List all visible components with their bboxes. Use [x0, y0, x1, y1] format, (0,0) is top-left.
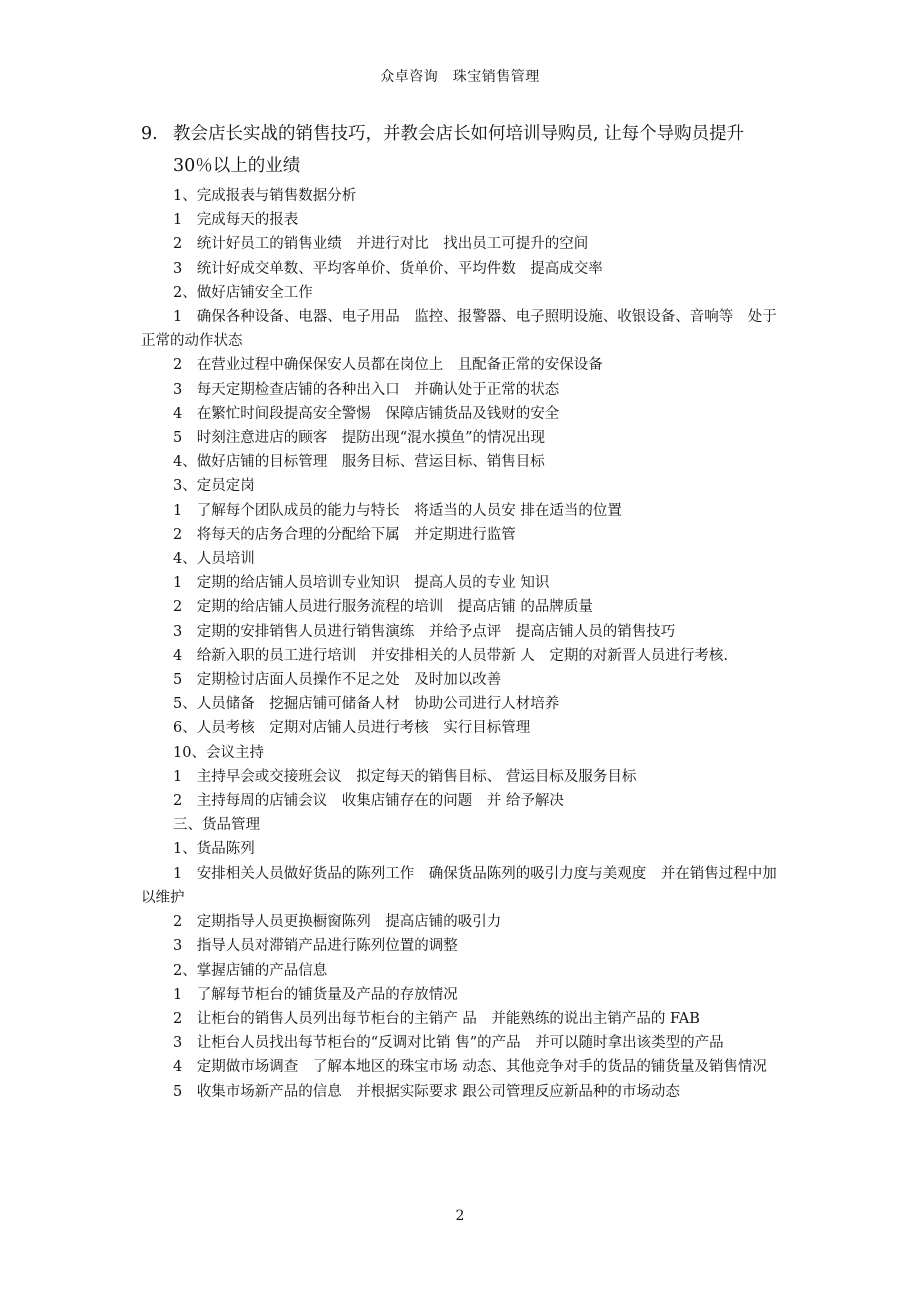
- list-item: 5 收集市场新产品的信息 并根据实际要求 跟公司管理反应新品种的市场动态: [173, 1083, 680, 1100]
- list-item: 2 统计好员工的销售业绩 并进行对比 找出员工可提升的空间: [173, 236, 589, 253]
- list-item: 3 定期的安排销售人员进行销售演练 并给予点评 提高店铺人员的销售技巧: [173, 623, 676, 640]
- list-item: 4、人员培训: [173, 551, 255, 568]
- list-item: 1 确保各种设备、电器、电子用品 监控、报警器、电子照明设施、收银设备、音响等 处于正常的动作状态: [141, 309, 777, 350]
- list-item: 3、定员定岗: [173, 478, 255, 495]
- list-item: 1 完成每天的报表: [173, 212, 299, 229]
- section-title: [141, 118, 791, 182]
- list-item: 2 定期的给店铺人员进行服务流程的培训 提高店铺 的品牌质量: [173, 599, 593, 616]
- list-item: 2 主持每周的店铺会议 收集店铺存在的问题 并 给予解决: [173, 793, 564, 810]
- list-item: 4 在繁忙时间段提高安全警惕 保障店铺货品及钱财的安全: [173, 405, 560, 422]
- list-item: 1 主持早会或交接班会议 拟定每天的销售目标、 营运目标及服务目标: [173, 768, 637, 785]
- document-body: [141, 184, 786, 1104]
- list-item: 2 将每天的店务合理的分配给下属 并定期进行监管: [173, 526, 516, 543]
- section-number: 9.: [141, 124, 158, 144]
- list-item: 1 安排相关人员做好货品的陈列工作 确保货品陈列的吸引力度与美观度 并在销售过程中加以维护: [141, 865, 777, 906]
- list-item: 1、完成报表与销售数据分析: [173, 188, 357, 204]
- list-item: 2、掌握店铺的产品信息: [173, 962, 328, 979]
- list-item: 2 在营业过程中确保保安人员都在岗位上 且配备正常的安保设备: [173, 357, 603, 374]
- list-item: 4、做好店铺的目标管理 服务目标、营运目标、销售目标: [173, 454, 545, 471]
- list-item: 1 了解每节柜台的铺货量及产品的存放情况: [173, 986, 458, 1003]
- list-item: 1 了解每个团队成员的能力与特长 将适当的人员安 排在适当的位置: [173, 502, 622, 519]
- list-item: 三、货品管理: [173, 817, 260, 834]
- list-item: 5 定期检讨店面人员操作不足之处 及时加以改善: [173, 672, 502, 689]
- page-header: 众卓咨询 珠宝销售管理: [380, 69, 540, 85]
- list-item: 2、做好店铺安全工作: [173, 284, 313, 301]
- list-item: 6、人员考核 定期对店铺人员进行考核 实行目标管理: [173, 720, 531, 737]
- list-item: 2 让柜台的销售人员列出每节柜台的主销产 品 并能熟练的说出主销产品的 FAB: [173, 1010, 700, 1027]
- list-item: 4 给新入职的员工进行培训 并安排相关的人员带新 人 定期的对新晋人员进行考核.: [173, 647, 728, 664]
- list-item: 3 统计好成交单数、平均客单价、货单价、平均件数 提高成交率: [173, 260, 603, 277]
- list-item: 3 让柜台人员找出每节柜台的“反调对比销 售”的产品 并可以随时拿出该类型的产品: [173, 1035, 724, 1052]
- list-item: 3 指导人员对滞销产品进行陈列位置的调整: [173, 938, 458, 955]
- list-item: 1、货品陈列: [173, 841, 255, 858]
- list-item: 4 定期做市场调查 了解本地区的珠宝市场 动态、其他竞争对手的货品的铺货量及销售情况: [173, 1059, 767, 1076]
- list-item: 10、会议主持: [173, 744, 264, 761]
- list-item: 3 每天定期检查店铺的各种出入口 并确认处于正常的状态: [173, 381, 560, 398]
- section-title-line1: [141, 118, 791, 150]
- section-title-text: 教会店长实战的销售技巧，并教会店长如何培训导购员, 让每个导购员提升: [173, 124, 745, 144]
- list-item: 5 时刻注意进店的顾客 提防出现“混水摸鱼”的情况出现: [173, 430, 546, 447]
- section-title-line2: 30％以上的业绩: [173, 156, 301, 176]
- list-item: 5、人员储备 挖掘店铺可储备人材 协助公司进行人材培养: [173, 696, 560, 713]
- list-item: 1 定期的给店铺人员培训专业知识 提高人员的专业 知识: [173, 575, 550, 592]
- page-number: 2: [455, 1208, 465, 1224]
- list-item: 2 定期指导人员更换橱窗陈列 提高店铺的吸引力: [173, 914, 502, 931]
